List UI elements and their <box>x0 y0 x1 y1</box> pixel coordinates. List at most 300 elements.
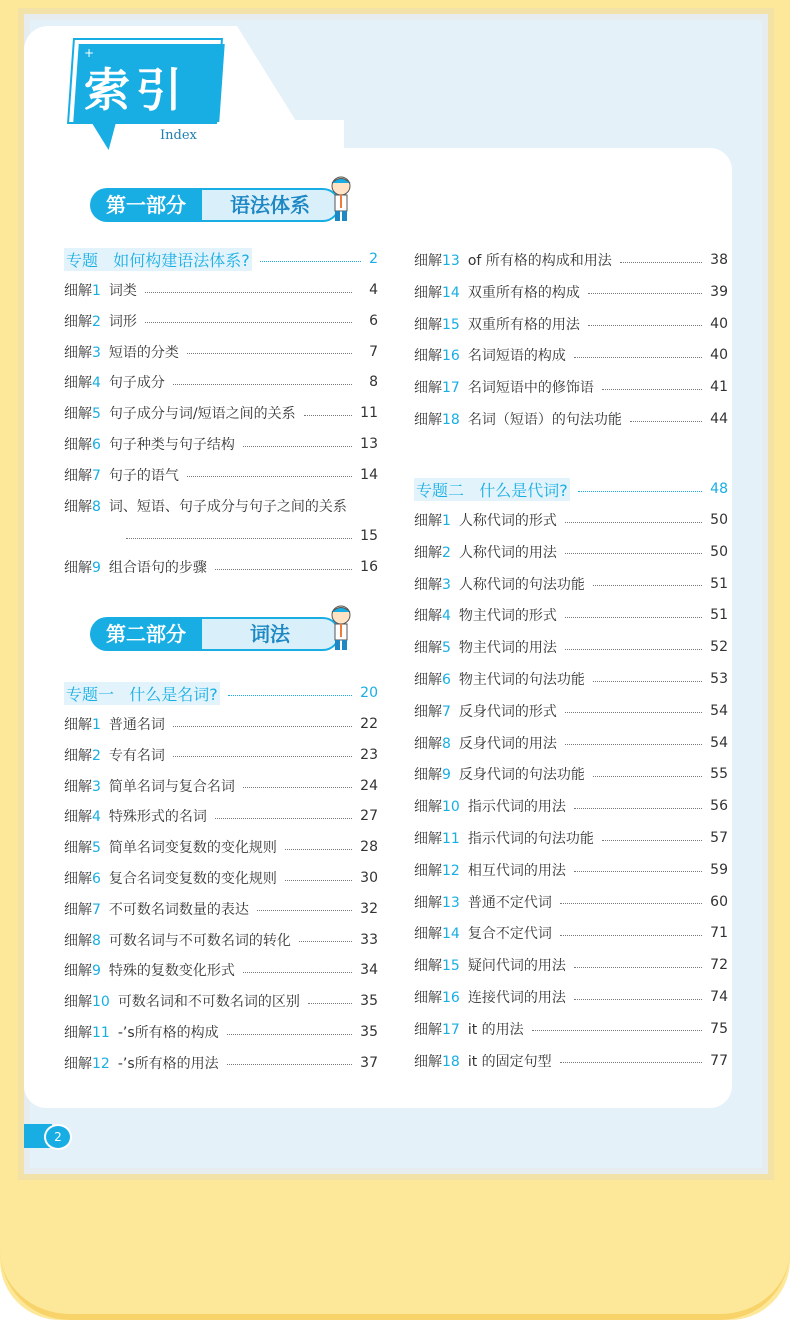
dot-leader <box>565 712 702 713</box>
entry-label: 细解6 <box>64 871 101 887</box>
entry-page: 57 <box>710 830 728 846</box>
dot-leader <box>560 903 702 904</box>
entry-label: 细解1 <box>414 513 451 529</box>
entry-label: 细解12 <box>414 862 460 879</box>
entry-number: 5 <box>92 840 101 857</box>
dot-leader <box>565 617 702 618</box>
dot-leader <box>574 808 702 809</box>
toc-entry[interactable] <box>414 1018 728 1040</box>
entry-number: 1 <box>442 513 451 529</box>
entry-text: 可数名词和不可数名词的区别 <box>117 994 300 1011</box>
entry-number: 3 <box>92 344 101 361</box>
entry-label: 细解12 <box>64 1055 110 1072</box>
entry-label: 细解10 <box>414 799 460 816</box>
entry-text: 词形 <box>108 313 137 330</box>
toc-entry[interactable] <box>64 959 378 981</box>
toc-entry[interactable] <box>64 805 378 827</box>
toc-entry[interactable] <box>64 867 378 889</box>
dot-leader <box>126 538 352 539</box>
entry-label: 细解16 <box>414 348 460 365</box>
dot-leader <box>173 726 352 727</box>
dot-leader <box>620 262 702 263</box>
entry-page: 54 <box>710 734 728 751</box>
entry-text: 物主代词的用法 <box>458 640 557 657</box>
entry-label: 细解5 <box>414 640 451 657</box>
entry-text: 特殊形式的名词 <box>108 809 207 826</box>
part2-label: 第二部分 <box>90 617 202 651</box>
toc-entry[interactable] <box>64 836 378 858</box>
entry-page: 74 <box>710 989 728 1005</box>
toc-entry[interactable] <box>414 668 728 690</box>
entry-label: 细解17 <box>414 1021 460 1038</box>
dot-leader <box>145 292 352 293</box>
entry-label: 细解15 <box>414 958 460 975</box>
toc-entry[interactable] <box>414 573 728 595</box>
entry-text: 简单名词与复合名词 <box>108 778 235 795</box>
entry-text: 词、短语、句子成分与句子之间的关系 <box>108 498 347 515</box>
toc-entry[interactable] <box>414 891 728 913</box>
dot-leader <box>304 415 352 416</box>
dot-leader <box>532 1030 702 1031</box>
toc-entry[interactable] <box>64 341 378 363</box>
entry-number: 1 <box>92 717 101 733</box>
entry-label: 细解4 <box>414 608 451 625</box>
entry-number: 6 <box>92 437 101 453</box>
entry-number: 4 <box>92 809 101 826</box>
entry-number: 15 <box>442 958 460 975</box>
entry-text: 复合不定代词 <box>467 926 552 943</box>
toc-entry[interactable] <box>64 402 378 424</box>
entry-page: 40 <box>710 315 728 332</box>
page-title: 索引 <box>84 63 188 117</box>
entry-label: 细解8 <box>64 932 101 949</box>
toc-entry[interactable] <box>414 827 728 849</box>
toc-entry[interactable] <box>414 986 728 1008</box>
entry-text: 人称代词的形式 <box>458 513 557 529</box>
entry-label: 细解7 <box>64 467 101 484</box>
entry-text: 组合语句的步骤 <box>108 560 207 577</box>
entry-label: 细解9 <box>64 963 101 980</box>
entry-number: 18 <box>442 412 460 428</box>
entry-page: 40 <box>710 347 728 364</box>
entry-label: 细解5 <box>64 840 101 857</box>
entry-page: 23 <box>360 746 378 763</box>
toc-entry[interactable] <box>64 310 378 332</box>
entry-page: 52 <box>710 639 728 656</box>
toc-entry[interactable] <box>414 922 728 944</box>
entry-label: 细解8 <box>414 735 451 752</box>
entry-page: 38 <box>710 252 728 268</box>
dot-leader <box>227 1064 352 1065</box>
entry-label: 细解15 <box>414 316 460 333</box>
entry-number: 6 <box>442 672 451 688</box>
part1-label: 第一部分 <box>90 188 202 222</box>
entry-text: 相互代词的用法 <box>467 862 566 879</box>
entry-page: 22 <box>360 716 378 732</box>
entry-page: 35 <box>360 1024 378 1040</box>
entry-number: 14 <box>442 284 460 301</box>
dot-leader <box>602 389 702 390</box>
entry-label: 细解17 <box>414 380 460 397</box>
entry-label: 细解14 <box>414 926 460 943</box>
entry-page: 75 <box>710 1020 728 1037</box>
dot-leader <box>187 476 352 477</box>
entry-text: it 的固定句型 <box>467 1053 552 1070</box>
entry-page: 53 <box>710 671 728 687</box>
entry-number: 11 <box>442 831 460 847</box>
entry-page: 16 <box>360 559 378 576</box>
entry-number: 10 <box>92 994 110 1011</box>
toc-entry[interactable] <box>64 279 378 301</box>
entry-text: 连接代词的用法 <box>467 990 566 1006</box>
plus-icon: + <box>84 46 95 60</box>
entry-number: 12 <box>442 862 460 879</box>
entry-label: 细解9 <box>414 767 451 784</box>
topic-title: 什么是名词? <box>129 684 218 704</box>
toc-entry[interactable] <box>414 954 728 976</box>
dot-leader <box>588 325 702 326</box>
entry-label: 细解16 <box>414 990 460 1006</box>
dot-leader <box>574 967 702 968</box>
dot-leader <box>243 446 352 447</box>
entry-label: 细解13 <box>414 894 460 911</box>
entry-text: of 所有格的构成和用法 <box>467 253 612 269</box>
toc-entry[interactable] <box>414 732 728 754</box>
dot-leader <box>574 999 702 1000</box>
entry-label: 细解2 <box>64 747 101 764</box>
toc-entry[interactable] <box>414 604 728 626</box>
entry-number: 7 <box>92 901 101 918</box>
entry-number: 14 <box>442 926 460 943</box>
toc-entry[interactable] <box>414 763 728 785</box>
entry-text: 简单名词变复数的变化规则 <box>108 840 277 857</box>
toc-entry[interactable] <box>414 408 728 430</box>
mascot-icon <box>326 174 356 226</box>
dot-leader <box>593 585 702 586</box>
entry-text: 普通名词 <box>108 717 165 733</box>
entry-label: 细解6 <box>64 437 101 453</box>
entry-label: 细解7 <box>414 703 451 720</box>
entry-number: 4 <box>442 608 451 625</box>
toc-entry[interactable] <box>64 556 378 578</box>
topic-title: 什么是代词? <box>479 480 568 500</box>
dot-leader <box>588 293 702 294</box>
dot-leader <box>243 972 352 973</box>
entry-number: 5 <box>442 640 451 657</box>
entry-text: 人称代词的用法 <box>458 544 557 561</box>
toc-entry[interactable] <box>64 1021 378 1043</box>
toc-entry[interactable] <box>414 344 728 366</box>
entry-label: 细解18 <box>414 1053 460 1070</box>
entry-label: 细解3 <box>64 344 101 361</box>
entry-number: 6 <box>92 871 101 887</box>
dot-leader <box>145 322 352 323</box>
dot-leader <box>227 1034 352 1035</box>
topic-label: 专题一 <box>66 684 115 704</box>
entry-text: it 的用法 <box>467 1021 524 1038</box>
entry-page: 14 <box>360 466 378 483</box>
entry-text: 双重所有格的用法 <box>467 316 580 333</box>
toc-entry[interactable] <box>64 898 378 920</box>
entry-number: 9 <box>442 767 451 784</box>
toc-entry[interactable] <box>414 249 728 271</box>
entry-page: 24 <box>360 777 378 794</box>
entry-page: 41 <box>710 379 728 396</box>
entry-number: 13 <box>442 894 460 911</box>
entry-text: 句子成分 <box>108 375 165 392</box>
dot-leader <box>602 840 702 841</box>
dot-leader <box>574 871 702 872</box>
topic-label: 专题 <box>66 250 99 270</box>
entry-page: 28 <box>360 839 378 856</box>
dot-leader <box>285 849 352 850</box>
entry-text: 人称代词的句法功能 <box>458 576 585 593</box>
entry-label: 细解11 <box>414 831 460 847</box>
entry-label: 细解4 <box>64 375 101 392</box>
dot-leader <box>574 357 702 358</box>
entry-page: 34 <box>360 962 378 979</box>
dot-leader <box>285 880 352 881</box>
entry-page: 6 <box>369 312 378 329</box>
entry-text: 句子种类与句子结构 <box>108 437 235 453</box>
entry-page: 27 <box>360 808 378 825</box>
entry-number: 17 <box>442 380 460 397</box>
mascot-icon <box>326 603 356 655</box>
topic-title: 如何构建语法体系? <box>113 250 250 270</box>
entry-page: 59 <box>710 861 728 878</box>
entry-label: 细解11 <box>64 1025 110 1041</box>
dot-leader <box>593 776 702 777</box>
dot-leader <box>565 744 702 745</box>
toc-entry[interactable] <box>414 859 728 881</box>
entry-label: 细解9 <box>64 560 101 577</box>
toc-entry[interactable] <box>414 313 728 335</box>
dot-leader <box>243 787 352 788</box>
toc-entry[interactable] <box>64 744 378 766</box>
part1-title: 语法体系 <box>202 188 340 222</box>
yellow-frame-bottom <box>0 1180 790 1320</box>
entry-page: 11 <box>360 405 378 422</box>
dot-leader <box>560 935 702 936</box>
toc-entry[interactable] <box>414 1050 728 1072</box>
entry-text: 反身代词的句法功能 <box>458 767 585 784</box>
entry-number: 2 <box>92 313 101 330</box>
entry-page: 50 <box>710 512 728 528</box>
entry-number: 9 <box>92 560 101 577</box>
dot-leader <box>565 553 702 554</box>
page-subtitle: Index <box>160 128 197 143</box>
entry-label: 细解7 <box>64 901 101 918</box>
entry-number: 5 <box>92 406 101 423</box>
entry-text: 物主代词的句法功能 <box>458 672 585 688</box>
toc-entry[interactable] <box>64 713 378 735</box>
entry-label: 细解4 <box>64 809 101 826</box>
dot-leader <box>260 261 361 262</box>
part2-title: 词法 <box>202 617 340 651</box>
entry-page: 35 <box>360 993 378 1010</box>
entry-text: 指示代词的用法 <box>467 799 566 816</box>
toc-entry[interactable] <box>414 509 728 531</box>
speech-tail <box>92 118 123 152</box>
entry-label: 细解1 <box>64 283 101 299</box>
entry-text: 疑问代词的用法 <box>467 958 566 975</box>
page-number: 2 <box>44 1124 72 1150</box>
topic-label: 专题二 <box>416 480 465 500</box>
toc-entry[interactable] <box>64 433 378 455</box>
entry-text: 专有名词 <box>108 747 165 764</box>
entry-number: 2 <box>92 747 101 764</box>
entry-page: 44 <box>710 411 728 427</box>
entry-page: 37 <box>360 1054 378 1071</box>
entry-number: 12 <box>92 1055 110 1072</box>
toc-entry[interactable] <box>64 464 378 486</box>
dot-leader <box>299 941 352 942</box>
entry-page: 4 <box>369 282 378 298</box>
entry-number: 15 <box>442 316 460 333</box>
topic-page: 2 <box>369 251 378 267</box>
toc-entry[interactable] <box>64 495 378 517</box>
entry-page: 33 <box>360 931 378 948</box>
toc-entry[interactable] <box>414 541 728 563</box>
dot-leader <box>578 491 702 492</box>
entry-number: 13 <box>442 253 460 269</box>
entry-label: 细解3 <box>414 576 451 593</box>
part2-header <box>90 617 340 651</box>
toc-entry[interactable] <box>414 281 728 303</box>
toc-entry[interactable] <box>64 525 378 547</box>
entry-page: 72 <box>710 957 728 974</box>
entry-text: 反身代词的用法 <box>458 735 557 752</box>
entry-number: 10 <box>442 799 460 816</box>
entry-text: 指示代词的句法功能 <box>467 831 594 847</box>
toc-entry[interactable] <box>414 636 728 658</box>
entry-text: 句子的语气 <box>108 467 179 484</box>
entry-text: 短语的分类 <box>108 344 179 361</box>
entry-label: 细解2 <box>414 544 451 561</box>
entry-text: 句子成分与词/短语之间的关系 <box>108 406 296 423</box>
dot-leader <box>593 681 702 682</box>
entry-number: 16 <box>442 348 460 365</box>
entry-number: 4 <box>92 375 101 392</box>
entry-label: 细解18 <box>414 412 460 428</box>
entry-number: 8 <box>92 932 101 949</box>
entry-number: 18 <box>442 1053 460 1070</box>
entry-text: -’s所有格的构成 <box>117 1025 219 1041</box>
entry-page: 8 <box>369 374 378 391</box>
entry-label: 细解8 <box>64 498 101 515</box>
dot-leader <box>187 353 352 354</box>
entry-page: 39 <box>710 283 728 300</box>
entry-number: 17 <box>442 1021 460 1038</box>
entry-text: 普通不定代词 <box>467 894 552 911</box>
entry-number: 8 <box>92 498 101 515</box>
entry-page: 51 <box>710 575 728 592</box>
entry-label: 细解1 <box>64 717 101 733</box>
entry-page: 60 <box>710 893 728 910</box>
dot-leader <box>173 756 352 757</box>
toc-entry[interactable] <box>64 775 378 797</box>
entry-text: 反身代词的形式 <box>458 703 557 720</box>
entry-number: 3 <box>92 778 101 795</box>
entry-number: 8 <box>442 735 451 752</box>
entry-text: 不可数名词数量的表达 <box>108 901 249 918</box>
entry-text: -’s所有格的用法 <box>117 1055 219 1072</box>
entry-text: 特殊的复数变化形式 <box>108 963 235 980</box>
entry-page: 30 <box>360 870 378 886</box>
dot-leader <box>257 910 352 911</box>
entry-label: 细解13 <box>414 253 460 269</box>
dot-leader <box>228 695 352 696</box>
toc-entry[interactable] <box>414 376 728 398</box>
topic-page: 48 <box>710 481 728 497</box>
entry-text: 复合名词变复数的变化规则 <box>108 871 277 887</box>
part1-header <box>90 188 340 222</box>
entry-page: 32 <box>360 900 378 917</box>
dot-leader <box>565 522 702 523</box>
entry-page: 55 <box>710 766 728 783</box>
entry-label: 细解10 <box>64 994 110 1011</box>
entry-page: 50 <box>710 543 728 560</box>
entry-label: 细解3 <box>64 778 101 795</box>
dot-leader <box>565 649 702 650</box>
entry-text: 名词短语中的修饰语 <box>467 380 594 397</box>
entry-text: 双重所有格的构成 <box>467 284 580 301</box>
entry-number: 11 <box>92 1025 110 1041</box>
entry-text: 词类 <box>108 283 137 299</box>
topic-pronoun[interactable] <box>414 477 728 501</box>
toc-entry[interactable] <box>414 795 728 817</box>
entry-number: 2 <box>442 544 451 561</box>
entry-page: 71 <box>710 925 728 942</box>
entry-page: 13 <box>360 436 378 452</box>
entry-text: 名词短语的构成 <box>467 348 566 365</box>
entry-page: 77 <box>710 1052 728 1069</box>
dot-leader <box>215 818 352 819</box>
entry-label: 细解2 <box>64 313 101 330</box>
entry-page: 15 <box>360 528 378 545</box>
topic-noun[interactable] <box>64 681 378 705</box>
toc-entry[interactable] <box>64 929 378 951</box>
entry-number: 16 <box>442 990 460 1006</box>
entry-text: 物主代词的形式 <box>458 608 557 625</box>
entry-text: 可数名词与不可数名词的转化 <box>108 932 291 949</box>
entry-number: 3 <box>442 576 451 593</box>
entry-number: 7 <box>442 703 451 720</box>
entry-page: 54 <box>710 702 728 719</box>
entry-label: 细解5 <box>64 406 101 423</box>
dot-leader <box>308 1003 352 1004</box>
dot-leader <box>173 384 352 385</box>
entry-text: 名词（短语）的句法功能 <box>467 412 622 428</box>
topic-page: 20 <box>360 685 378 701</box>
entry-number: 1 <box>92 283 101 299</box>
entry-page: 51 <box>710 607 728 624</box>
dot-leader <box>630 421 702 422</box>
toc-entry[interactable] <box>414 700 728 722</box>
entry-number: 9 <box>92 963 101 980</box>
dot-leader <box>215 569 352 570</box>
entry-label: 细解14 <box>414 284 460 301</box>
topic-grammar[interactable] <box>64 247 378 271</box>
entry-number: 7 <box>92 467 101 484</box>
dot-leader <box>560 1062 702 1063</box>
toc-entry[interactable] <box>64 371 378 393</box>
entry-page: 56 <box>710 798 728 815</box>
entry-page: 7 <box>369 343 378 360</box>
toc-entry[interactable] <box>64 990 378 1012</box>
toc-entry[interactable] <box>64 1052 378 1074</box>
entry-label: 细解6 <box>414 672 451 688</box>
